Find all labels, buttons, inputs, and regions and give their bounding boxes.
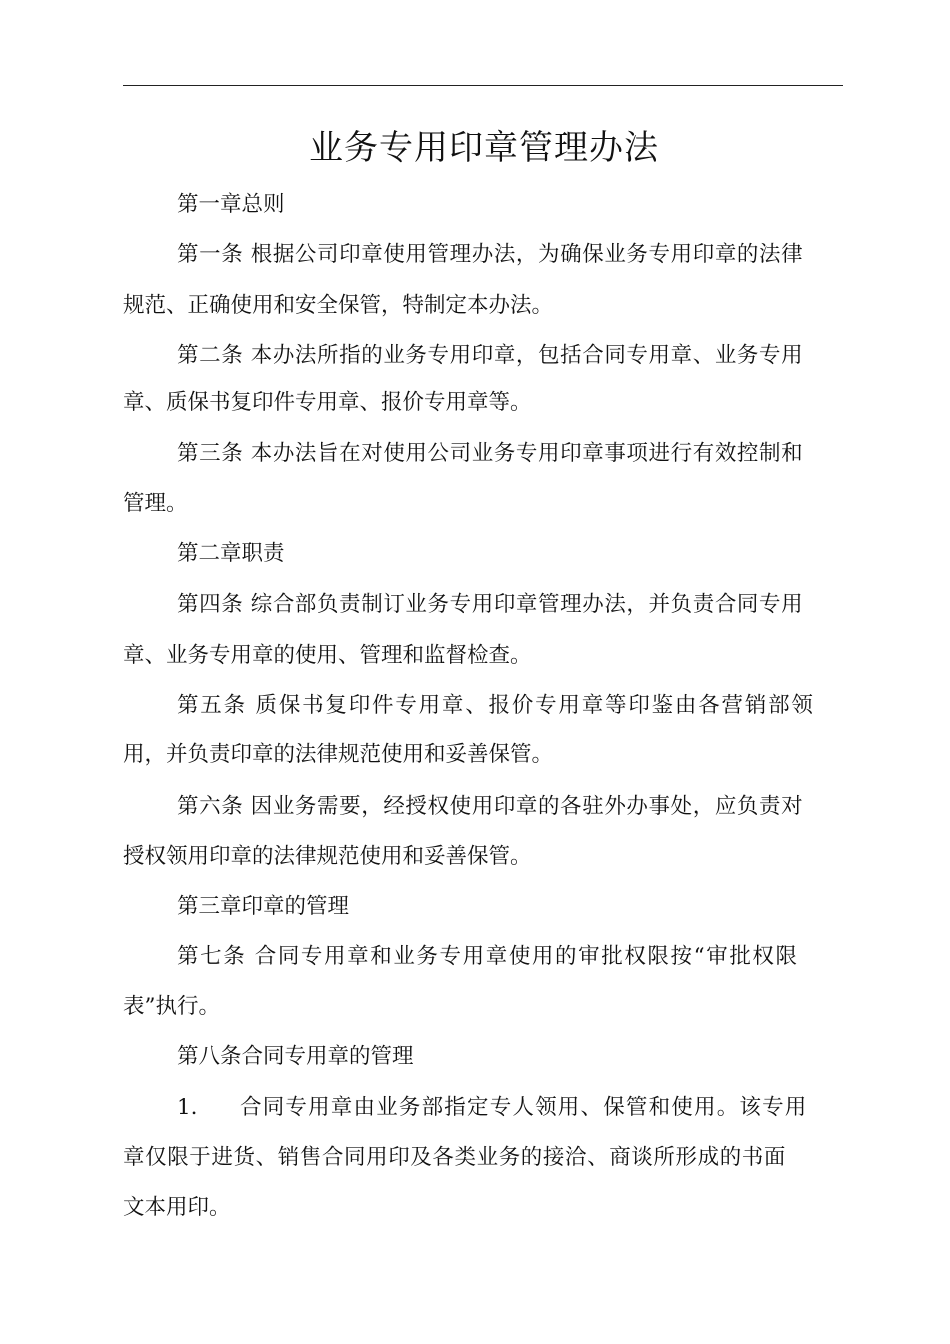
article-line: 用，并负责印章的法律规范使用和妥善保管。 bbox=[123, 742, 554, 767]
item-number: 1. bbox=[177, 1095, 198, 1120]
item-line: 文本用印。 bbox=[123, 1195, 231, 1220]
article-line: 章、质保书复印件专用章、报价专用章等。 bbox=[123, 390, 532, 415]
article-line: 管理。 bbox=[123, 491, 188, 516]
article-line: 表”执行。 bbox=[123, 994, 220, 1019]
item-line: 章仅限于进货、销售合同用印及各类业务的接洽、商谈所形成的书面 bbox=[123, 1145, 787, 1170]
article-line: 规范、正确使用和安全保管，特制定本办法。 bbox=[123, 293, 554, 318]
article-line: 章、业务专用章的使用、管理和监督检查。 bbox=[123, 643, 532, 668]
article-line: 第一条 根据公司印章使用管理办法，为确保业务专用印章的法律 bbox=[177, 242, 804, 267]
article-line: 第三条 本办法旨在对使用公司业务专用印章事项进行有效控制和 bbox=[177, 441, 804, 466]
article-line: 第七条 合同专用章和业务专用章使用的审批权限按“审批权限 bbox=[177, 944, 799, 969]
chapter-heading: 第一章总则 bbox=[177, 192, 285, 217]
header-rule bbox=[123, 85, 843, 86]
chapter-heading: 第三章印章的管理 bbox=[177, 894, 350, 919]
document-title: 业务专用印章管理办法 bbox=[309, 128, 659, 168]
article-heading: 第八条合同专用章的管理 bbox=[177, 1044, 414, 1069]
chapter-heading: 第二章职责 bbox=[177, 541, 285, 566]
item-line: 合同专用章由业务部指定专人领用、保管和使用。该专用 bbox=[240, 1095, 808, 1120]
article-line: 第四条 综合部负责制订业务专用印章管理办法，并负责合同专用 bbox=[177, 592, 804, 617]
article-line: 授权领用印章的法律规范使用和妥善保管。 bbox=[123, 844, 532, 869]
article-line: 第二条 本办法所指的业务专用印章，包括合同专用章、业务专用 bbox=[177, 343, 804, 368]
article-line: 第六条 因业务需要，经授权使用印章的各驻外办事处，应负责对 bbox=[177, 794, 804, 819]
article-line: 第五条 质保书复印件专用章、报价专用章等印鉴由各营销部领 bbox=[177, 693, 815, 718]
